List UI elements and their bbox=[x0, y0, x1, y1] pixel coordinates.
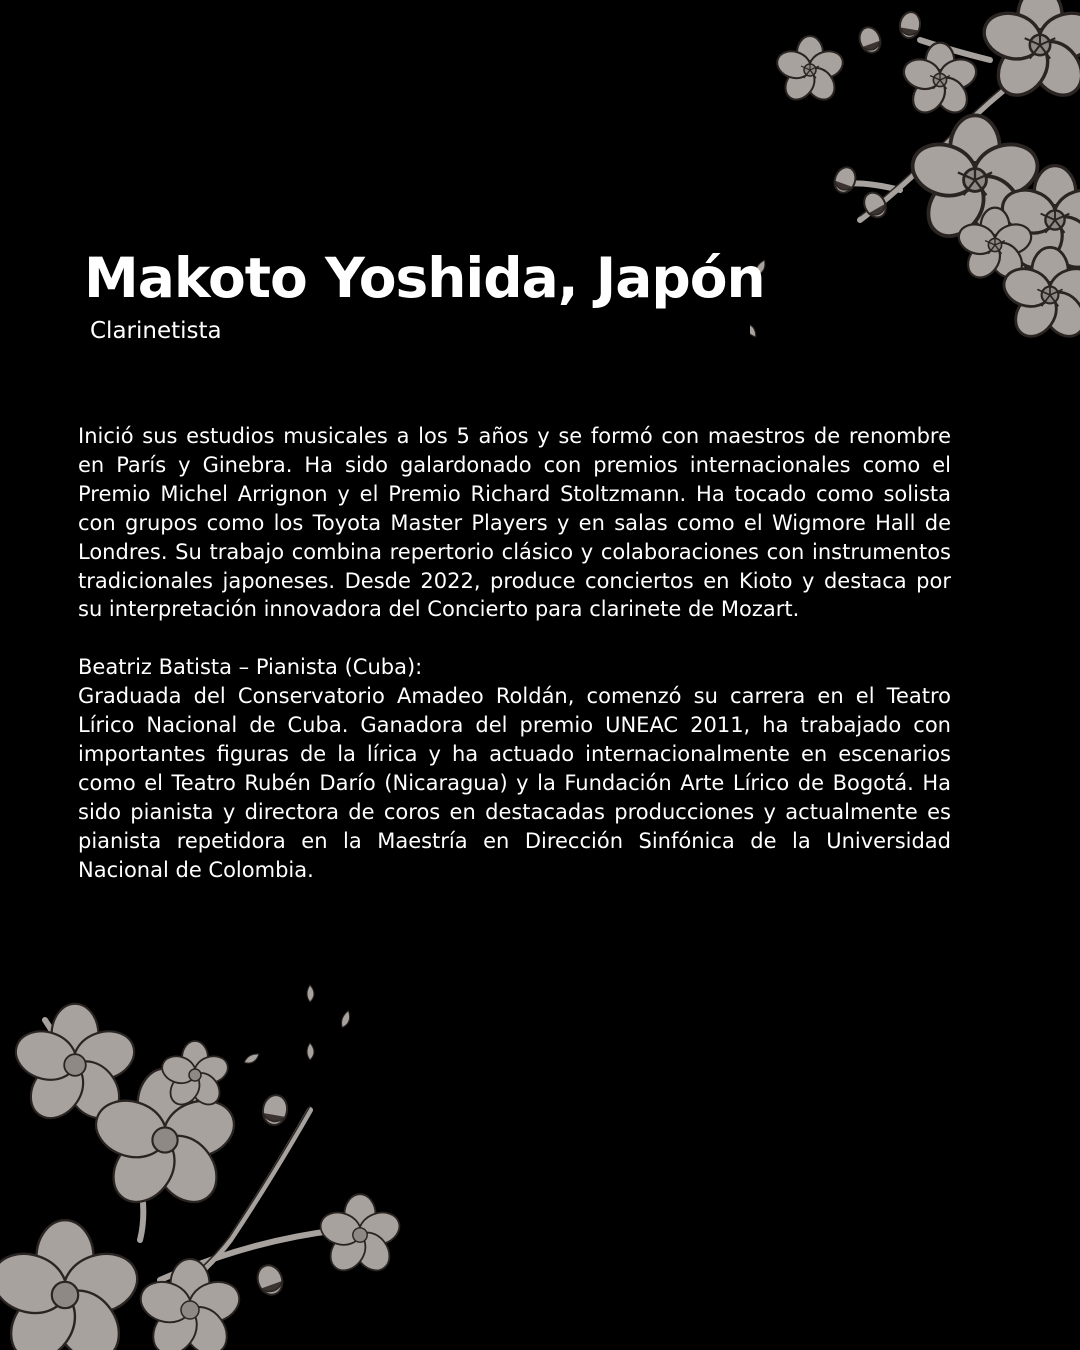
page-subtitle: Clarinetista bbox=[90, 318, 222, 344]
cherry-blossom-branch-icon bbox=[750, 0, 1080, 340]
biography-section bbox=[78, 422, 951, 885]
second-artist-heading: Beatriz Batista – Pianista (Cuba): bbox=[78, 655, 423, 680]
bio-paragraph-beatriz: Graduada del Conservatorio Amadeo Roldán, comenzó su carrera en el Teatro Lírico Nacional de Cuba. Ganadora del premio UNEAC 2011, ha trabajado con importantes figuras de la lírica y ha actuado internacionalmente en escenarios como el Teatro Rubén Darío (Nicaragua) y la Fundación Arte Lírico de Bogotá. Ha sido pianista y directora de coros en destacadas producciones y actualmente es pianista repetidora en la Maestría en Dirección Sinfónica de la Universidad Nacional de Colombia. bbox=[78, 684, 951, 882]
cherry-blossom-branch-icon bbox=[0, 980, 420, 1350]
bio-paragraph-makoto: Inició sus estudios musicales a los 5 años y se formó con maestros de renombre en París y Ginebra. Ha sido galardonado con premios internacionales como el Premio Michel Arrignon y el Premio Richard Stoltzmann. Ha tocado como solista con grupos como los Toyota Master Players y en salas como el Wigmore Hall de Londres. Su trabajo combina repertorio clásico y colaboraciones con instrumentos tradicionales japoneses. Desde 2022, produce conciertos en Kioto y destaca por su interpretación innovadora del Concierto para clarinete de Mozart. bbox=[78, 424, 951, 622]
page-title: Makoto Yoshida, Japón bbox=[84, 246, 765, 310]
